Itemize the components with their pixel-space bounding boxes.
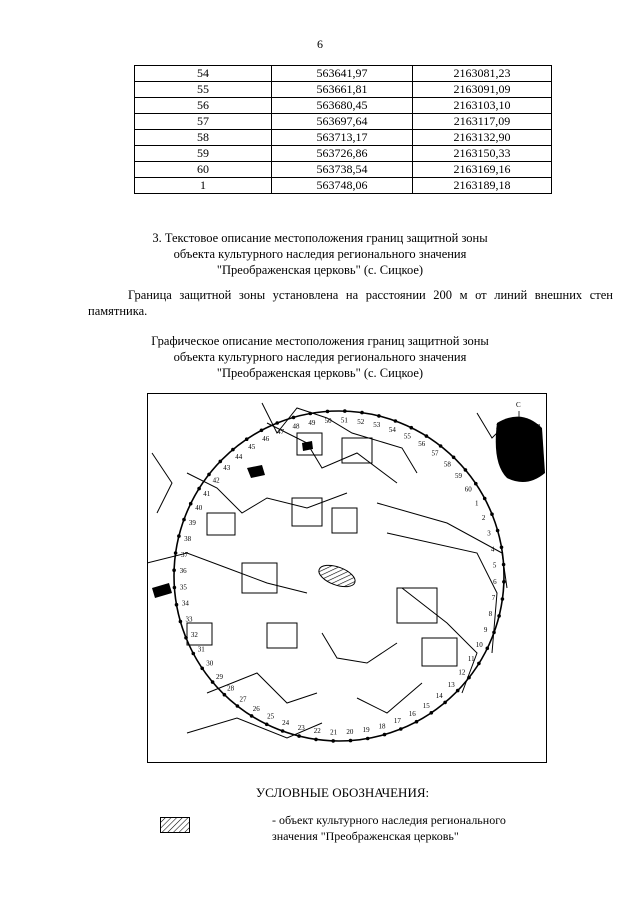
boundary-point-label: 25 <box>267 712 275 721</box>
boundary-point-label: 35 <box>179 583 187 592</box>
boundary-point-label: 31 <box>197 645 205 654</box>
boundary-point-label: 11 <box>467 655 475 664</box>
boundary-point-label: 21 <box>330 728 338 737</box>
boundary-paragraph <box>88 287 613 319</box>
compass-south-label: Ю <box>516 443 524 451</box>
boundary-point-label: 46 <box>262 434 270 443</box>
boundary-point <box>502 563 506 567</box>
boundary-point-label: 34 <box>181 599 189 608</box>
boundary-point <box>425 434 429 438</box>
boundary-point-label: 7 <box>491 594 496 603</box>
boundary-point <box>501 597 505 601</box>
x-coordinate-cell: 563748,06 <box>272 178 413 194</box>
boundary-point-label: 6 <box>493 577 497 586</box>
boundary-point <box>177 534 181 538</box>
boundary-point <box>502 580 506 584</box>
y-coordinate-cell: 2163117,09 <box>413 114 552 130</box>
boundary-point <box>184 636 188 640</box>
graphic-heading-line-3: "Преображенская церковь" (с. Сицкое) <box>216 366 424 380</box>
x-coordinate-cell: 563713,17 <box>272 130 413 146</box>
legend-item-line-2: значения "Преображенская церковь" <box>272 829 459 843</box>
y-coordinate-cell: 2163132,90 <box>413 130 552 146</box>
y-coordinate-cell: 2163150,33 <box>413 146 552 162</box>
boundary-point-label: 51 <box>340 416 348 425</box>
boundary-point <box>219 460 223 464</box>
y-coordinate-cell: 2163103,10 <box>413 98 552 114</box>
compass-east-label: В <box>536 423 541 431</box>
boundary-point-label: 38 <box>184 534 192 543</box>
boundary-point <box>366 737 370 741</box>
section-3-heading-line-1: 3. Текстовое описание местоположения границ защитной зоны <box>152 231 488 245</box>
boundary-point <box>200 667 204 671</box>
y-coordinate-cell: 2163081,23 <box>413 66 552 82</box>
boundary-point <box>486 647 490 651</box>
boundary-point-label: 5 <box>492 561 497 570</box>
boundary-point-label: 9 <box>483 625 488 634</box>
boundary-point-label: 50 <box>324 416 332 425</box>
boundary-point <box>483 497 487 501</box>
boundary-point <box>207 473 211 477</box>
graphic-heading-line-1: Графическое описание местоположения границ защитной зоны <box>151 334 489 348</box>
boundary-paragraph-line-1: Граница защитной зоны установлена на расстоянии 200 м от линий внешних стен <box>128 288 613 302</box>
point-number-cell: 57 <box>135 114 272 130</box>
boundary-point <box>464 468 468 472</box>
boundary-point-label: 56 <box>418 440 426 449</box>
boundary-point-label: 42 <box>212 476 220 485</box>
boundary-point <box>474 482 478 486</box>
boundary-point <box>265 723 269 727</box>
table-row <box>135 82 552 98</box>
section-3-heading-line-2: объекта культурного наследия регионального значения <box>173 247 467 261</box>
boundary-point <box>467 676 471 680</box>
boundary-point-label: 40 <box>195 504 203 513</box>
boundary-paragraph-line-2: памятника. <box>88 304 148 318</box>
section-3-heading-line-3: "Преображенская церковь" (с. Сицкое) <box>216 263 424 277</box>
boundary-point <box>292 416 296 420</box>
boundary-point <box>443 701 447 705</box>
boundary-point <box>410 426 414 430</box>
boundary-point-label: 29 <box>216 672 223 681</box>
boundary-point-label: 53 <box>373 421 381 430</box>
boundary-point-label: 52 <box>357 418 365 426</box>
boundary-point <box>275 421 279 425</box>
legend-item-line-1: - объект культурного наследия регионального <box>272 813 506 827</box>
table-row <box>135 146 552 162</box>
boundary-point-label: 22 <box>313 727 321 735</box>
legend-title: УСЛОВНЫЕ ОБОЗНАЧЕНИЯ: <box>255 785 430 800</box>
boundary-point-label: 39 <box>188 519 196 528</box>
graphic-heading <box>0 333 640 381</box>
boundary-point-label: 14 <box>435 692 443 700</box>
boundary-point-label: 4 <box>490 545 495 554</box>
graphic-heading-line-2: объекта культурного наследия регионального значения <box>173 350 467 364</box>
y-coordinate-cell: 2163189,18 <box>413 178 552 194</box>
section-3-heading <box>0 230 640 278</box>
boundary-point-label: 3 <box>487 529 491 538</box>
boundary-point <box>492 631 496 635</box>
table-row <box>135 130 552 146</box>
boundary-point <box>297 734 301 738</box>
boundary-point <box>223 693 227 697</box>
table-row <box>135 162 552 178</box>
protection-zone-map <box>147 393 547 763</box>
boundary-point <box>360 411 364 415</box>
boundary-point-label: 20 <box>346 728 354 737</box>
legend-item <box>272 812 506 844</box>
boundary-point <box>439 444 443 448</box>
boundary-point <box>415 720 419 724</box>
boundary-point-label: 57 <box>431 449 439 458</box>
x-coordinate-cell: 563726,86 <box>272 146 413 162</box>
boundary-point <box>496 529 500 533</box>
boundary-point <box>377 414 381 418</box>
boundary-point-label: 24 <box>282 719 290 728</box>
boundary-point <box>309 412 313 416</box>
boundary-point-label: 8 <box>488 610 493 619</box>
x-coordinate-cell: 563680,45 <box>272 98 413 114</box>
boundary-point <box>326 410 330 414</box>
boundary-point-label: 49 <box>308 418 316 427</box>
table-row <box>135 114 552 130</box>
boundary-point-label: 33 <box>185 615 193 624</box>
boundary-point-label: 58 <box>443 460 451 469</box>
boundary-point-label: 44 <box>235 453 243 461</box>
boundary-point-label: 41 <box>203 489 211 498</box>
boundary-point-label: 54 <box>388 425 396 434</box>
boundary-point <box>490 512 494 516</box>
boundary-point-label: 19 <box>362 726 370 735</box>
boundary-point <box>394 419 398 423</box>
boundary-point-label: 23 <box>297 723 305 732</box>
boundary-point-label: 17 <box>393 717 401 726</box>
x-coordinate-cell: 563661,81 <box>272 82 413 98</box>
boundary-point-label: 37 <box>181 550 188 559</box>
boundary-point <box>172 568 176 572</box>
point-number-cell: 60 <box>135 162 272 178</box>
boundary-point <box>260 429 264 433</box>
point-number-cell: 59 <box>135 146 272 162</box>
table-row <box>135 98 552 114</box>
y-coordinate-cell: 2163169,16 <box>413 162 552 178</box>
boundary-point <box>245 437 249 441</box>
point-number-cell: 55 <box>135 82 272 98</box>
point-number-cell: 58 <box>135 130 272 146</box>
boundary-point-label: 30 <box>206 659 214 668</box>
boundary-point-label: 28 <box>227 684 235 693</box>
table-row <box>135 66 552 82</box>
point-number-cell: 54 <box>135 66 272 82</box>
coordinates-table <box>134 65 552 194</box>
boundary-point-label: 48 <box>292 422 300 431</box>
boundary-point-label: 1 <box>474 499 479 508</box>
x-coordinate-cell: 563641,97 <box>272 66 413 82</box>
boundary-point <box>173 586 177 590</box>
boundary-point <box>456 689 460 693</box>
compass-north-label: С <box>516 401 521 409</box>
boundary-point-label: 15 <box>422 701 430 710</box>
boundary-point <box>477 662 481 666</box>
table-row <box>135 178 552 194</box>
boundary-point-label: 55 <box>403 432 411 441</box>
boundary-point <box>314 738 318 742</box>
boundary-point <box>383 733 387 737</box>
boundary-point <box>399 727 403 731</box>
boundary-point <box>175 603 179 607</box>
boundary-point <box>343 409 347 413</box>
boundary-point <box>500 546 504 550</box>
x-coordinate-cell: 563697,64 <box>272 114 413 130</box>
boundary-point-label: 59 <box>455 472 462 481</box>
boundary-point-label: 10 <box>475 640 483 649</box>
boundary-point <box>331 739 335 743</box>
boundary-point <box>174 551 178 555</box>
boundary-point-label: 43 <box>223 464 231 473</box>
boundary-point-label: 45 <box>248 443 256 452</box>
boundary-point <box>189 502 193 506</box>
boundary-point-label: 2 <box>481 514 486 523</box>
x-coordinate-cell: 563738,54 <box>272 162 413 178</box>
boundary-point <box>349 739 353 743</box>
legend-church-symbol <box>160 817 190 833</box>
boundary-point-label: 32 <box>190 630 198 639</box>
boundary-point <box>281 729 285 733</box>
boundary-point-label: 60 <box>464 485 472 494</box>
point-number-cell: 1 <box>135 178 272 194</box>
boundary-point <box>497 614 501 618</box>
boundary-point-label: 36 <box>179 567 187 576</box>
boundary-point <box>250 714 254 718</box>
boundary-point <box>231 448 235 452</box>
y-coordinate-cell: 2163091,09 <box>413 82 552 98</box>
compass-west-label: З <box>496 423 500 431</box>
boundary-point <box>182 518 186 522</box>
boundary-point <box>236 704 240 708</box>
point-number-cell: 56 <box>135 98 272 114</box>
page-number: 6 <box>317 37 323 51</box>
boundary-point-label: 12 <box>458 668 466 677</box>
boundary-point-label: 47 <box>277 427 285 436</box>
boundary-point <box>452 456 456 460</box>
boundary-point <box>179 620 183 624</box>
boundary-point <box>430 711 434 715</box>
boundary-point-label: 16 <box>408 710 416 719</box>
boundary-point <box>192 652 196 656</box>
boundary-point <box>211 680 215 684</box>
boundary-point-label: 26 <box>252 704 260 713</box>
boundary-point <box>197 487 201 491</box>
boundary-point-label: 27 <box>239 695 247 704</box>
boundary-point-label: 13 <box>447 680 455 689</box>
boundary-point-label: 18 <box>378 722 386 731</box>
